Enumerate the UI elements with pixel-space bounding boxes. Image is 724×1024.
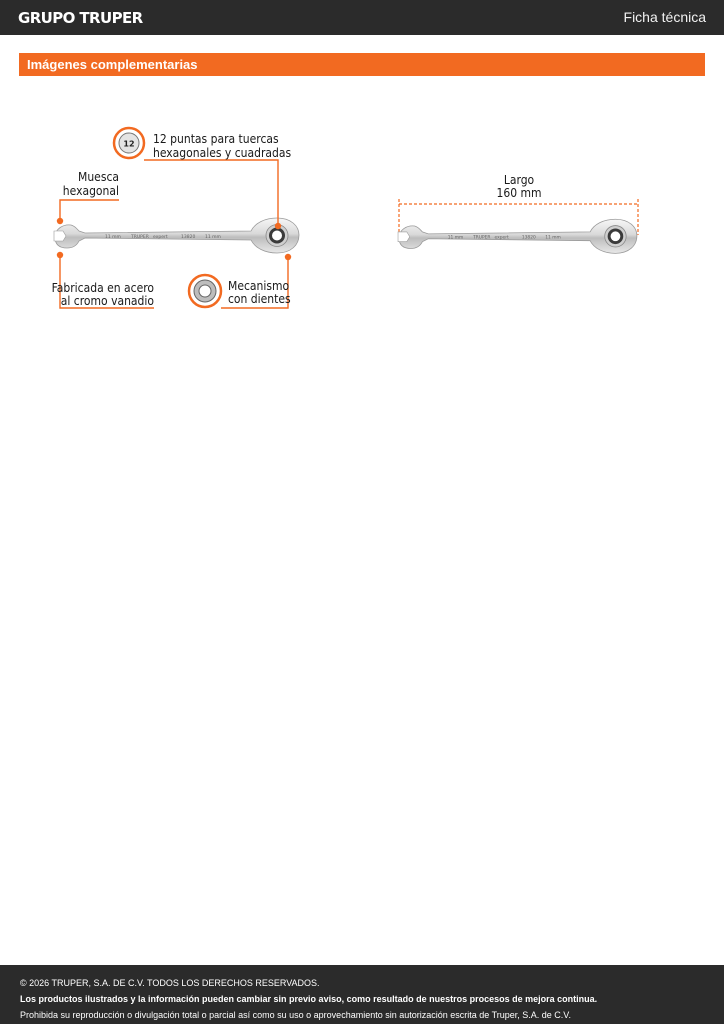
wrench-marking: 11 mm bbox=[545, 235, 561, 241]
annotated-wrench-figure bbox=[52, 128, 299, 308]
callout-badge-number: 12 bbox=[123, 139, 135, 149]
callout-12-points bbox=[114, 128, 291, 229]
callout-material bbox=[52, 252, 155, 308]
wrench-marking: expert bbox=[153, 235, 168, 240]
wrench-image bbox=[398, 219, 637, 253]
callout-mechanism bbox=[189, 254, 291, 308]
wrench-marking: 11 mm bbox=[447, 235, 464, 241]
wrench-marking: expert bbox=[494, 235, 509, 241]
brand-logo: GRUPO TRUPER bbox=[18, 9, 143, 27]
callout-line bbox=[144, 160, 278, 226]
restriction-text: Prohibida su reproducción o divulgación total o parcial así como su uso o aprovechamiento sin autorización escrita de Truper, S.A. de C.V. bbox=[20, 1010, 571, 1020]
wrench-marking: TRUPER bbox=[473, 235, 491, 241]
callout-dot bbox=[275, 223, 281, 229]
wrench-marking: 13820 bbox=[521, 235, 536, 241]
wrench-marking: 11 mm bbox=[205, 235, 221, 240]
product-figures bbox=[0, 0, 724, 330]
callout-text: Fabricada en acero bbox=[51, 281, 154, 295]
callout-text: Mecanismo bbox=[228, 279, 290, 293]
dimension-label: Largo bbox=[503, 173, 535, 187]
callout-text: 12 puntas para tuercas bbox=[153, 132, 279, 146]
wrench-marking: TRUPER bbox=[131, 235, 149, 240]
dimension-wrench-figure bbox=[398, 173, 638, 253]
footer bbox=[0, 965, 724, 1024]
callout-text: Muesca bbox=[78, 170, 119, 184]
document-type: Ficha técnica bbox=[623, 9, 706, 25]
copyright-text: © 2026 TRUPER, S.A. DE C.V. TODOS LOS DERECHOS RESERVADOS. bbox=[20, 978, 320, 988]
callout-text: al cromo vanadio bbox=[60, 294, 154, 308]
callout-dot bbox=[57, 218, 63, 224]
callout-text: hexagonales y cuadradas bbox=[153, 146, 292, 160]
notice-text: Los productos ilustrados y la información pueden cambiar sin previo aviso, como resultado de nuestros procesos de mejora continua. bbox=[20, 994, 598, 1004]
callout-hex-notch bbox=[57, 170, 119, 224]
wrench-marking: 11 mm bbox=[105, 235, 121, 240]
callout-line bbox=[60, 200, 119, 221]
callout-text: hexagonal bbox=[62, 184, 119, 198]
dimension-value: 160 mm bbox=[496, 186, 542, 200]
section-title: Imágenes complementarias bbox=[19, 53, 705, 76]
callout-text: con dientes bbox=[228, 292, 291, 306]
wrench-marking: 13820 bbox=[181, 235, 196, 240]
wrench-image bbox=[54, 218, 299, 253]
